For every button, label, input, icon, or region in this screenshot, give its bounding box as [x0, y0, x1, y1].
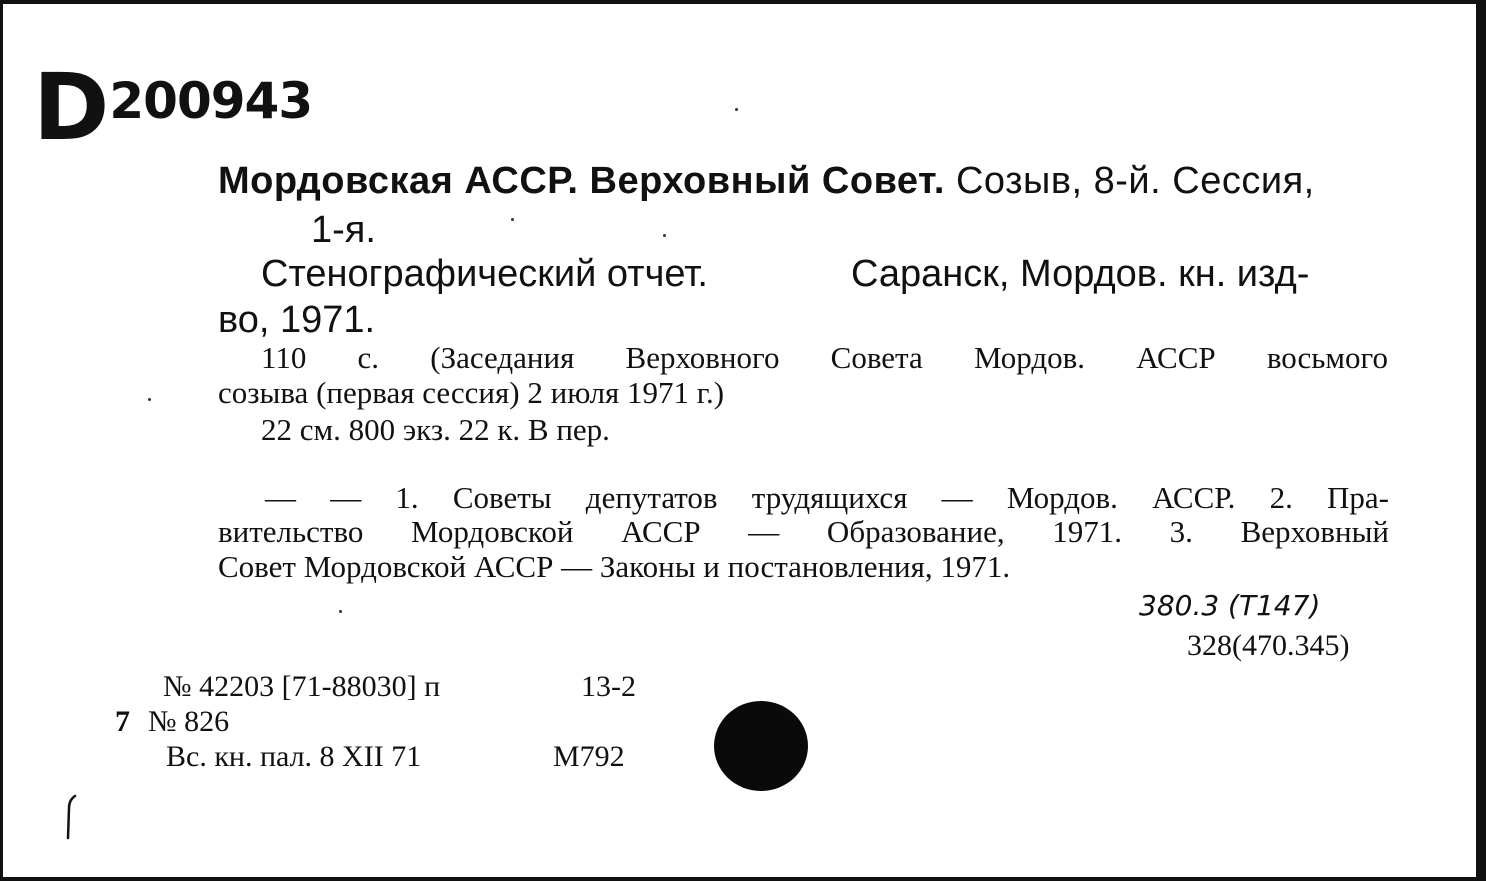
imprint-reference: М792: [553, 740, 625, 773]
card-heading: [218, 162, 1315, 200]
description-line-1: 110 с. (Заседания Верховного Совета Мордов. АССР восьмого: [261, 340, 1388, 375]
imprint-copy-number: 7: [115, 705, 130, 738]
stamp-letter: D: [33, 54, 106, 161]
subjects-line-1: — — 1. Советы депутатов трудящихся — Мордов. АССР. 2. Пра-: [265, 480, 1389, 515]
title-line-right: Саранск, Мордов. кн. изд-: [851, 253, 1310, 295]
imprint-order-number: № 42203 [71-88030] п: [163, 670, 441, 703]
description-line-3: 22 см. 800 экз. 22 к. В пер.: [261, 412, 610, 447]
handwritten-class-number: 380.3 (Т147): [1139, 589, 1321, 622]
heading-author: Мордовская АССР. Верховный Совет.: [218, 160, 945, 202]
speck-mark: [735, 108, 738, 111]
catalog-stamp: [33, 44, 313, 161]
speck-mark: [339, 610, 342, 613]
punched-hole-mark: [714, 701, 808, 791]
imprint-card-number: № 826: [148, 705, 230, 738]
title-line-2: во, 1971.: [218, 299, 376, 341]
classification-number: 328(470.345): [1187, 629, 1350, 662]
pencil-mark-icon: [65, 794, 77, 840]
title-line-left: Стенографический отчет.: [261, 253, 708, 295]
imprint-chamber: Вс. кн. пал. 8 XII 71: [166, 740, 422, 773]
speck-mark: [148, 398, 151, 401]
subjects-line-2: вительство Мордовской АССР — Образование, 1971. 3. Верховный: [218, 514, 1389, 549]
speck-mark: [663, 234, 666, 237]
speck-mark: [511, 218, 514, 221]
description-line-2: созыва (первая сессия) 2 июля 1971 г.): [218, 375, 725, 410]
heading-continuation: 1-я.: [311, 209, 376, 251]
subjects-line-3: Совет Мордовской АССР — Законы и постановления, 1971.: [218, 549, 1011, 584]
imprint-code: 13-2: [581, 670, 636, 703]
stamp-number: 200943: [109, 72, 313, 130]
heading-session: Созыв, 8-й. Сессия,: [944, 160, 1315, 202]
